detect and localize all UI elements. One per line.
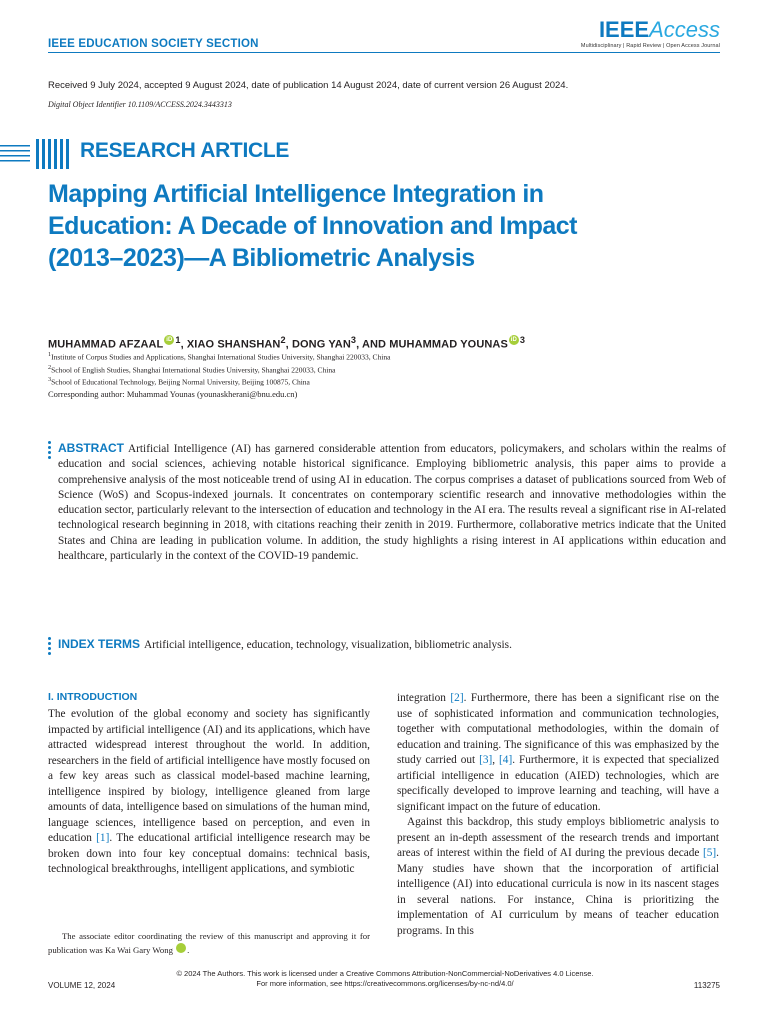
citation-link[interactable]: [5] bbox=[702, 847, 717, 859]
index-terms-text: Artificial intelligence, education, technology, visualization, bibliometric analysis. bbox=[144, 639, 512, 651]
article-type-label: RESEARCH ARTICLE bbox=[80, 139, 290, 162]
author-name: MUHAMMAD AFZAAL bbox=[48, 338, 164, 351]
author-affil-sup: 2 bbox=[280, 335, 286, 345]
editor-note-text: The associate editor coordinating the review of this manuscript and approving it for publication was Ka Wai Gary Wong bbox=[48, 931, 370, 955]
orcid-icon[interactable]: iD bbox=[166, 337, 173, 343]
author-list bbox=[48, 335, 525, 351]
index-terms-label: INDEX TERMS bbox=[58, 637, 141, 651]
logo-brand-light: Access bbox=[649, 17, 720, 42]
paper-title: Mapping Artificial Intelligence Integration in Education: A Decade of Innovation and Impact (2013–2023)—A Bibliometric Analysis bbox=[48, 180, 577, 272]
publication-dates: Received 9 July 2024, accepted 9 August 2024, date of publication 14 August 2024, date of current version 26 August 2024. bbox=[48, 80, 569, 91]
author-name: , DONG YAN bbox=[285, 338, 351, 351]
affiliations bbox=[48, 350, 390, 388]
license-text: © 2024 The Authors. This work is licensed under a Creative Commons Attribution-NonCommercial-NoDerivatives 4.0 License. bbox=[176, 969, 594, 978]
intro-text: , bbox=[492, 754, 500, 766]
intro-column-right bbox=[397, 691, 719, 939]
intro-paragraph bbox=[397, 815, 719, 939]
citation-link[interactable]: [2] bbox=[450, 692, 464, 704]
author-name: , XIAO SHANSHAN bbox=[180, 338, 281, 351]
intro-text: Against this backdrop, this study employs bibliometric analysis to present an in-depth assessment of the research trends and important areas of interest within the field of AI during the previous decade bbox=[397, 816, 719, 859]
affiliation-text: Institute of Corpus Studies and Applications, Shanghai International Studies University, Shanghai 220033, China bbox=[51, 352, 391, 362]
logo-tagline: Multidisciplinary | Rapid Review | Open Access Journal bbox=[580, 43, 720, 49]
affiliation-text: School of English Studies, Shanghai International Studies University, Shanghai 220033, China bbox=[51, 365, 336, 374]
footer-license bbox=[170, 969, 600, 989]
doi: Digital Object Identifier 10.1109/ACCESS.2024.3443313 bbox=[48, 100, 232, 109]
affiliation-number: 1 bbox=[48, 351, 52, 358]
intro-paragraph bbox=[397, 691, 719, 815]
intro-text: . The educational artificial intelligence research may be broken down into four key conceptual domains: technical basis, technological breakthroughs, intelligent applications, and symbiotic bbox=[48, 832, 370, 875]
intro-text: integration bbox=[397, 692, 451, 704]
section-heading: I. INTRODUCTION bbox=[48, 691, 138, 703]
abstract-label: ABSTRACT bbox=[58, 441, 124, 455]
affiliation-text: School of Educational Technology, Beijing Normal University, Beijing 100875, China bbox=[51, 377, 310, 387]
intro-text: . Furthermore, there has been a significant rise on the use of sophisticated information and communication technologies, together with computational methodologies, within the domain of education and training. The significance of this was emphasized by the study carried out bbox=[397, 692, 720, 766]
orcid-icon[interactable]: iD bbox=[510, 337, 517, 343]
affiliation-item bbox=[48, 350, 390, 363]
affiliation-number: 3 bbox=[48, 376, 52, 383]
citation-link[interactable]: [4] bbox=[499, 754, 513, 766]
footer-volume: VOLUME 12, 2024 bbox=[48, 981, 116, 990]
header-rule bbox=[48, 52, 720, 53]
license-link[interactable]: For more information, see https://creativecommons.org/licenses/by-nc-nd/4.0/ bbox=[256, 979, 514, 988]
intro-text: . Many studies have shown that the incorporation of artificial intelligence (AI) into educational curricula is now in its nascent stages in several nations. For instance, China is prioritizing the implementation of AI curriculum by means of teacher education programs. In this bbox=[397, 847, 719, 937]
citation-link[interactable]: [1] bbox=[96, 832, 110, 844]
footer-page-number: 113275 bbox=[693, 981, 720, 990]
abstract bbox=[58, 441, 726, 564]
section-label: IEEE EDUCATION SOCIETY SECTION bbox=[48, 38, 259, 50]
author-affil-sup: 1 bbox=[175, 335, 181, 345]
affiliation-item bbox=[48, 375, 390, 388]
abstract-dots-icon bbox=[48, 441, 52, 461]
intro-text: The evolution of the global economy and society has significantly impacted by artificial intelligence (AI) and its applications, which have attracted widespread interest throughout the world. In addition, researchers in the field of artificial intelligence have mostly focused on a few key areas such as classical model-based machine learning, intelligence inspired by biology, intelligence gleaned from large amounts of data, intelligence based on simulations of the human mind, language sciences, intelligence based on perception, and even in education bbox=[48, 708, 370, 844]
intro-column-left bbox=[48, 707, 370, 878]
author-name: , AND MUHAMMAD YOUNAS bbox=[356, 338, 508, 351]
abstract-text: Artificial Intelligence (AI) has garnered considerable attention from educators, policymakers, and scholars within the realms of education and social sciences, achieving notable historical significance. Employing bibliometric analysis, this paper aims to provide a comprehensive analysis of the most noticeable trend of using AI in education. The corpus comprises a dataset of publications sourced from Web of Science (WoS) and Scopus-indexed journals. It concentrates on contemporary scientific research and innovative methodologies within the education sector, particularly relevant to the intersection of education and technology in the AI era. The results reveal a significant rise in AI-related technological research beginning in 2018, with citations reaching their zenith in 2019. Furthermore, collaborative metrics indicate that the United States and China are leading in publication volume. In addition, the study highlights a rising interest in AI applications within education and healthcare, particularly in the context of the COVID-19 pandemic. bbox=[58, 443, 726, 563]
logo-brand-bold: IEEE bbox=[598, 17, 650, 42]
affiliation-item bbox=[48, 363, 390, 376]
corresponding-author: Corresponding author: Muhammad Younas (younaskherani@bnu.edu.cn) bbox=[48, 389, 298, 399]
journal-logo bbox=[581, 18, 720, 49]
citation-link[interactable]: [3] bbox=[479, 754, 493, 766]
index-terms-dots-icon bbox=[48, 637, 52, 657]
index-terms bbox=[58, 637, 512, 651]
author-affil-sup: 3 bbox=[519, 335, 526, 345]
author-affil-sup: 3 bbox=[350, 335, 357, 345]
intro-text: . Furthermore, it is expected that specialized artificial intelligence in education (AIED) technologies, which are specifically developed to improve learning and teaching, will have a significant impact on the future of education. bbox=[397, 754, 719, 813]
editor-note: The associate editor coordinating the review of this manuscript and approving it for publication was Ka Wai Gary Wong iD. bbox=[48, 931, 370, 955]
orcid-icon[interactable]: iD bbox=[176, 943, 186, 953]
affiliation-number: 2 bbox=[48, 363, 52, 371]
